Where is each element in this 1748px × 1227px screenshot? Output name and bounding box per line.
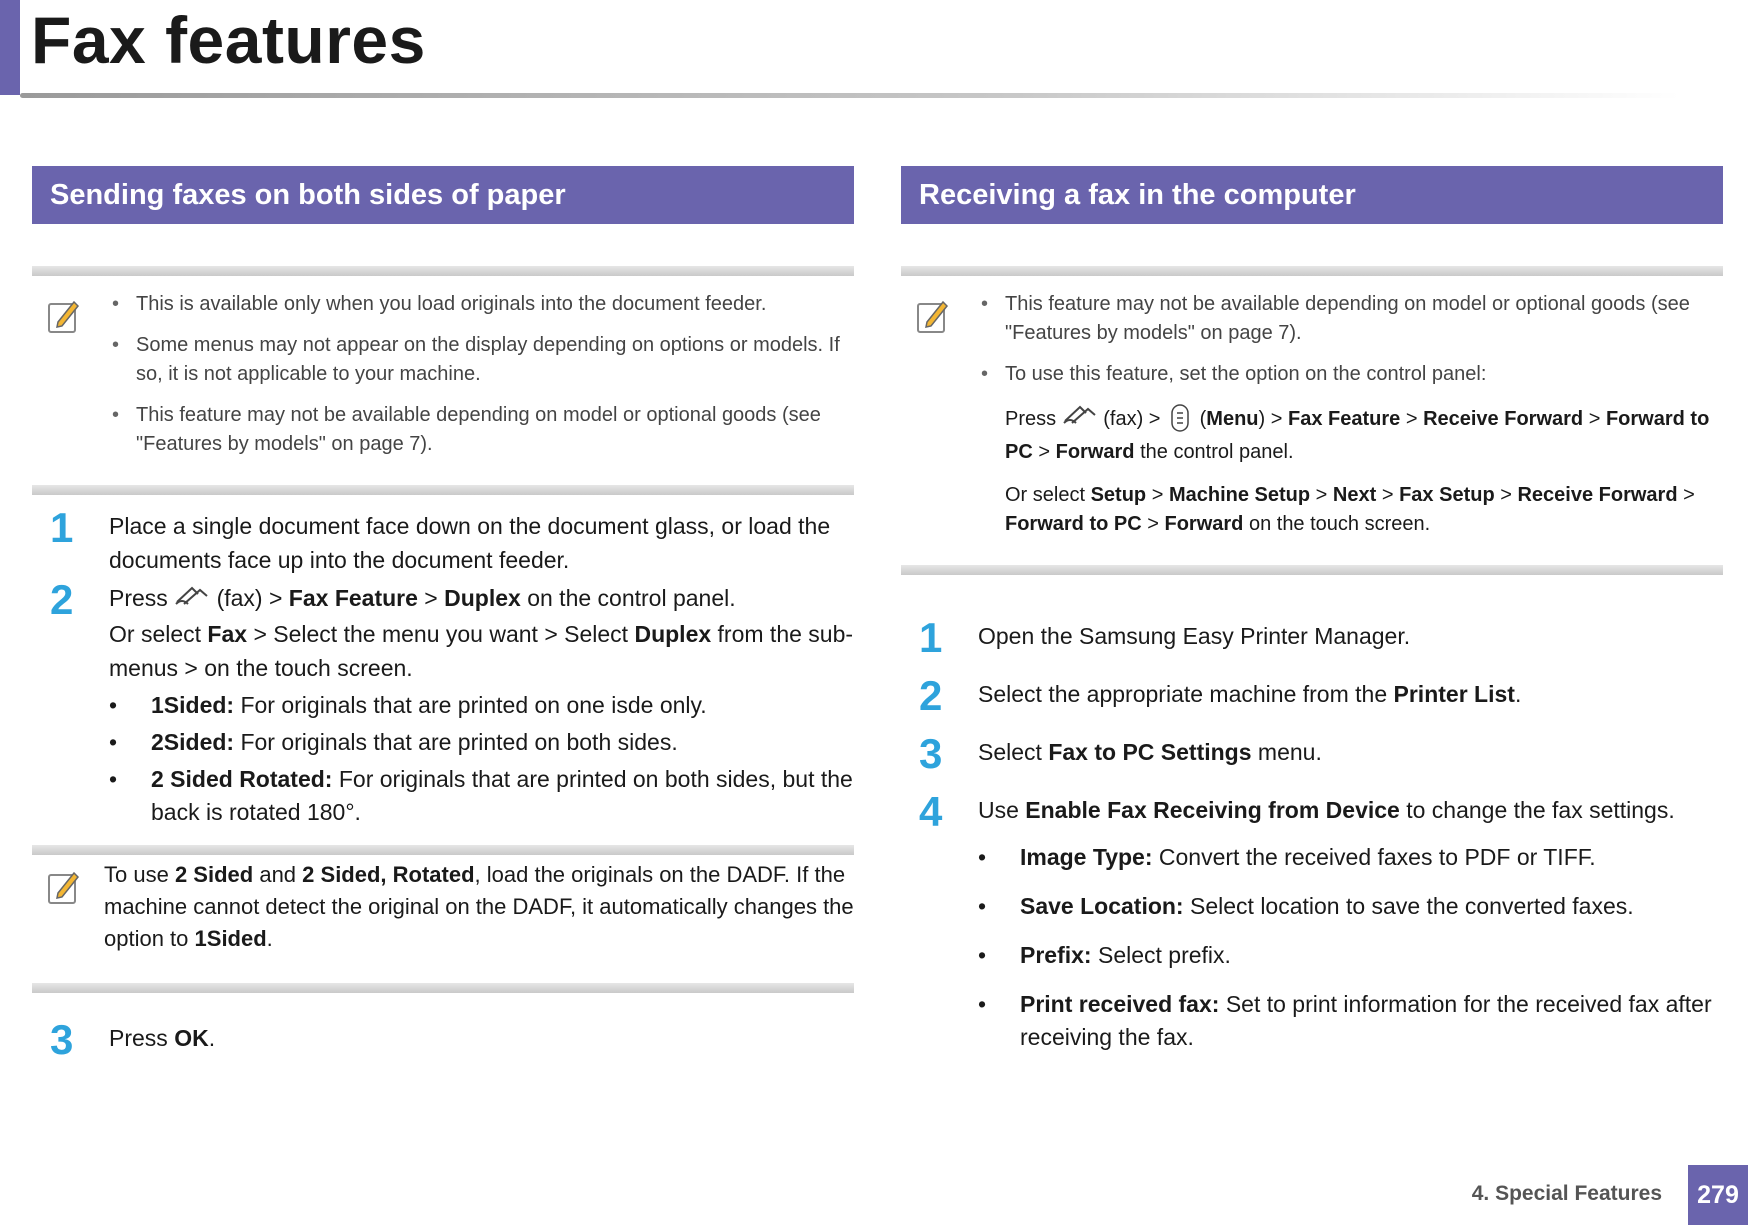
note-pencil-icon	[917, 298, 949, 334]
option-item: • 1Sided: For originals that are printed on one isde only.	[109, 689, 854, 722]
duplex-options	[32, 689, 854, 829]
setting-item: • Print received fax: Set to print information for the received fax after receiving the fax.	[978, 988, 1723, 1054]
note-item: • Some menus may not appear on the display depending on options or models. If so, it is not applicable to your machine.	[104, 331, 854, 389]
left-column	[32, 166, 854, 1063]
control-panel-path: Press (fax) > (Menu) > Fax Feature > Receive Forward > Forward to PC > Forward the control panel.	[973, 401, 1723, 469]
setting-item: • Save Location: Select location to save the converted faxes.	[978, 890, 1723, 923]
note-box-2	[32, 855, 854, 969]
menu-button-icon	[1166, 403, 1194, 433]
note-item: • This feature may not be available depending on model or optional goods (see "Features by models" on page 7).	[104, 401, 854, 459]
right-column	[901, 166, 1723, 1058]
step-number: 3	[50, 1016, 74, 1063]
note-box-3	[901, 276, 1723, 565]
note-bottom-bar	[32, 485, 854, 495]
fax-icon	[174, 582, 210, 608]
note-bottom-bar	[32, 983, 854, 993]
step-2: 2 Select the appropriate machine from the Printer List.	[919, 672, 1522, 719]
step-2: 2 Press (fax) > Fax Feature > Duplex on the control panel.	[50, 576, 736, 623]
note-top-bar	[901, 266, 1723, 276]
footer-chapter: 4. Special Features	[1471, 1182, 1662, 1205]
setting-item: • Image Type: Convert the received faxes to PDF or TIFF.	[978, 841, 1723, 874]
page-number: 279	[1688, 1165, 1748, 1225]
fax-settings-list	[901, 841, 1723, 1054]
step-text: Place a single document face down on the document glass, or load the documents face up into the document feeder.	[109, 513, 831, 573]
note-pencil-icon	[48, 298, 80, 334]
step-number: 2	[919, 672, 943, 719]
note-item: • This feature may not be available depending on model or optional goods (see "Features by models" on page 7).	[973, 290, 1723, 348]
step-1: 1 Open the Samsung Easy Printer Manager.	[919, 614, 1411, 661]
option-item: • 2Sided: For originals that are printed on both sides.	[109, 726, 854, 759]
section-heading-receive: Receiving a fax in the computer	[901, 166, 1723, 224]
title-accent-bar	[0, 0, 20, 95]
step-number: 4	[919, 788, 943, 835]
page-title: Fax features	[31, 3, 426, 77]
note-top-bar	[32, 845, 854, 855]
section-heading-duplex: Sending faxes on both sides of paper	[32, 166, 854, 224]
note-top-bar	[32, 266, 854, 276]
note-bottom-bar	[901, 565, 1723, 575]
touch-screen-path: Or select Setup > Machine Setup > Next > Fax Setup > Receive Forward > Forward to PC > Forward on the touch screen.	[1005, 484, 1695, 535]
step-number: 1	[50, 504, 74, 551]
step-number: 1	[919, 614, 943, 661]
note-text: To use 2 Sided and 2 Sided, Rotated, load the originals on the DADF. If the machine cannot detect the original on the DADF, it automatically changes the option to 1Sided.	[104, 862, 854, 951]
option-item: • 2 Sided Rotated: For originals that are printed on both sides, but the back is rotated 180°.	[109, 763, 854, 829]
fax-icon	[1062, 401, 1098, 427]
step-4: 4 Use Enable Fax Receiving from Device to change the fax settings.	[919, 788, 1675, 835]
step-1	[32, 504, 854, 577]
note-pencil-icon	[48, 869, 80, 905]
step-2-alt: Or select Fax > Select the menu you want > Select Duplex from the sub-menus > on the touch screen.	[109, 621, 854, 681]
note-box-1	[32, 276, 854, 485]
step-number: 3	[919, 730, 943, 777]
title-divider	[20, 93, 1680, 98]
step-3: 3 Press OK.	[50, 1016, 216, 1063]
note-item: • To use this feature, set the option on the control panel:	[973, 360, 1723, 389]
step-number: 2	[50, 576, 74, 623]
setting-item: • Prefix: Select prefix.	[978, 939, 1723, 972]
step-3: 3 Select Fax to PC Settings menu.	[919, 730, 1322, 777]
note-item: • This is available only when you load originals into the document feeder.	[104, 290, 854, 319]
